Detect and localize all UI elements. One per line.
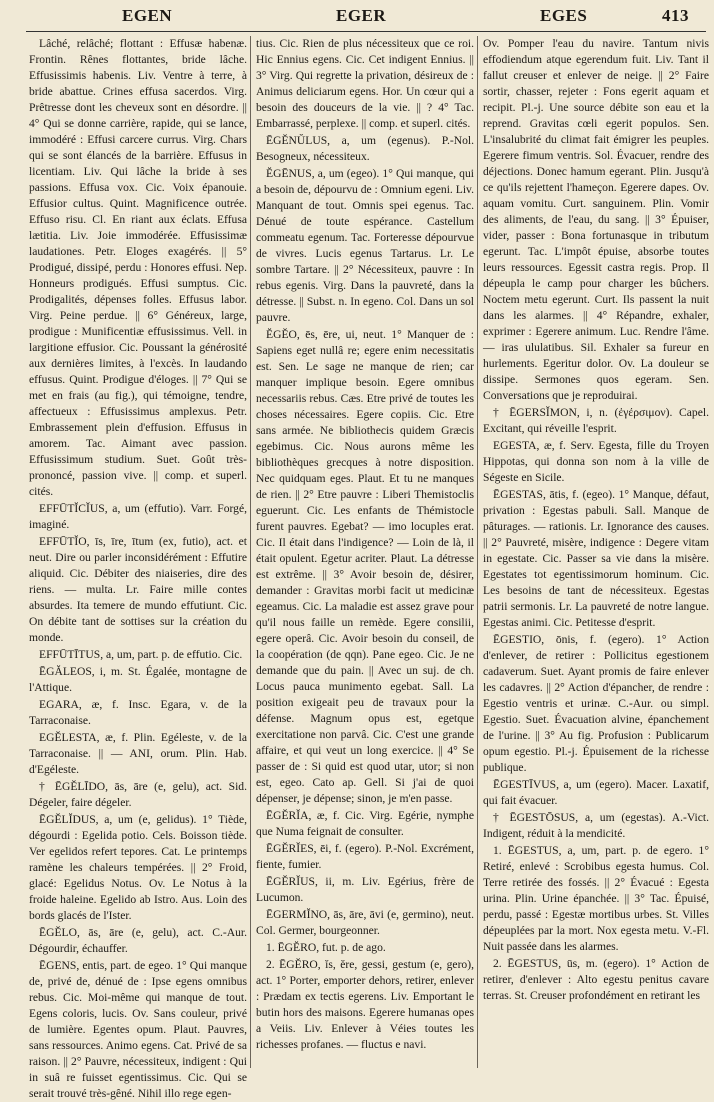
dictionary-entry: ĒGĔRĬUS, ii, m. Liv. Egérius, frère de Lucumon. — [256, 875, 474, 904]
dictionary-entry: ĒGĔNŬLUS, a, um (egenus). P.-Nol. Besogneux, nécessiteux. — [256, 134, 474, 163]
dictionary-entry: EGARA, æ, f. Insc. Egara, v. de la Tarraconaise. — [29, 698, 247, 727]
dictionary-entry: † ĒGESTŌSUS, a, um (egestas). A.-Vict. Indigent, réduit à la mendicité. — [483, 811, 709, 840]
column-right — [477, 36, 712, 1068]
dictionary-entry: 1. ĒGĔRO, fut. p. de ago. — [266, 941, 386, 954]
dictionary-entry: ĒGESTIO, ōnis, f. (egero). 1° Action d'enlever, de retirer : Pollicitus egestionem cadaverum. Suet. Ayant promis de faire enlever les cadavres. || 2° Action d'épancher, de rendre : Egestio ventris et urinæ. C.-Aur. ou simpl. Egestio. Suet. Évacuation alvine, épanchement de l'urine. || 3° Au fig. Profusion : Publicarum opum egestio. Pl.-j. Épuisement de la richesse publique. — [483, 633, 709, 774]
dictionary-entry: Ov. Pomper l'eau du navire. Tantum nivis effodiendum atque egerendum fuit. Liv. Tant il fallut creuser et enlever de neige. || 2° Faire sortir, chasser, rejeter : Fons egerit aquam et recipit. Pl.-j. Une source débite son eau et la reprend. Gravitas cœli egerit populos. Sen. L'insalubrité du climat fait émigrer les peuples. Egerere fimum ventris. Sol. Évacuer, rendre des déjections. Donec hamum egerant. Plin. Jusqu'à ce qu'ils rejettent l'hameçon. Egerere dapes. Ov. aquam vomitu. Curt. sanguinem. Plin. Vomir des aliments, de l'eau, du sang. || 3° Épuiser, vider, passer : Bona fortunasque in tributum egerunt. Tac. L'impôt épuise, absorbe toutes leurs ressources. Egessit castra regis. Prop. Il dépeupla le camp pour charger les bûchers. Noctem metu egerunt. Curt. Ils passent la nuit dans les alarmes. || 4° Répandre, exhaler, exprimer : Egerere animum. Luc. Rendre l'âme. — iras ululatibus. Sil. Exhaler sa fureur en hurlements. Egeritur dolor. Ov. La douleur se dissipe. Sermones quos egeram. Sen. Conversations que je reproduirai. — [483, 37, 709, 402]
right-guide-word: EGES — [540, 6, 588, 25]
dictionary-entry: 2. ĒGESTUS, ūs, m. (egero). 1° Action de retirer, d'enlever : Alto egestu penitus cavare terras. St. Creuser profondément en retirant les — [483, 957, 709, 1002]
dictionary-entry: ĔGĔO, ēs, ēre, ui, neut. 1° Manquer de : Sapiens eget nullâ re; egere enim necessitatis est. Sen. Le sage ne manque de rien; car manquer implique besoin. Egere omnibus necessariis rebus. Cæs. Etre privé de toutes les choses nécessaires. Egere copiis. Cic. Etre sans armée. Ne bibliothecis quidem Græcis egebimus. Cic. Nous aurons même les bibliothèques grecques à notre disposition. Nec quidquam eges. Plaut. Et tu ne manques de rien. || 2° Etre pauvre : Liberi Themistoclis eguerunt. Cic. Les enfants de Thémistocle furent pauvres. Egebat? — imo locuples erat. Cic. Il était dans l'indigence? — Loin de là, il était opulent. Egetur acriter. Plaut. La détresse est extrême. || 3° Avoir besoin de, désirer, demander : Gravitas morbi facit ut medicinæ egeamus. Cic. La maladie est assez grave pour qu'il nous faille un remède. Egere consilii, egere operâ. Cic. Avoir besoin du conseil, de la coopération (de qqn). Pane egeo. Cic. Je ne demande que du pain. || Avec un suj. de ch. Locus pauca munimento egebat. Sall. La position exigeait peu de travaux pour la défense. Magnum opus est, egetque exercitatione non parvâ. Cic. C'est une grande affaire, et qui veut un long exercice. || 4° Se passer de : Si quid est quod utar, utor; si non est, egeo. Cato ap. Gell. Si j'ai de quoi dépenser, je dépense; sinon, je m'en passe. — [256, 328, 474, 805]
dictionary-entry: EGĔLESTA, æ, f. Plin. Egéleste, v. de la Tarraconaise. || — ANI, orum. Plin. Hab. d'Egéleste. — [29, 731, 247, 776]
dictionary-entry: ĒGERMĬNO, ās, āre, āvi (e, germino), neut. Col. Germer, bourgeonner. — [256, 908, 474, 937]
dictionary-entry: Lâché, relâché; flottant : Effusæ habenæ. Frontin. Rênes flottantes, bride lâche. Effusissimis habenis. Liv. Ventre à terre, à bride abattue. Crines effusa sacerdos. Virg. Prêtresse dont les cheveux sont en désordre. || 4° Qui se donne carrière, rapide, qui se lance, immodéré : Effusi carcere currus. Virg. Chars qui se sont élancés de la barrière. Effusus in licentiam. Liv. Qui lâche la bride à ses passions. Effusa vox. Cic. Voix épanouie. Effusior cultus. Quint. Magnificence outrée. Effuso risu. Cl. En riant aux éclats. Effusa lætitia. Liv. Joie immodérée. Effusissimæ laudationes. Petr. Eloges exagérés. || 5° Prodigué, dissipé, perdu : Honores effusi. Nep. Honneurs prodigués. Effusi sumptus. Cic. Prodigalités, dépenses folles. Effusus labor. Virg. Peine perdue. || 6° Généreux, large, prodigue : Munificentiæ effusissimus. Vell. in largitione effusior. Cic. Poussant la générosité aux dernières limites, à l'excès. In laudando effusus. Quint. Prodigue d'éloges. || 7° Qui se met en frais (au fig.), qui témoigne, tendre, affectueux : Effusissimus amplexus. Petr. Embrassement plein d'effusion. Effusus in amorem. Tac. Aimant avec passion. Effusissimum studium. Suet. Goût très-prononcé, passion vive. || comp. et superl. cités. — [29, 37, 247, 498]
center-guide-word: EGER — [336, 6, 387, 25]
dictionary-entry: 1. ĒGESTUS, a, um, part. p. de egero. 1° Retiré, enlevé : Scrobibus egesta humus. Col. Terre retirée des fossés. || 2° Évacué : Egesta urina. Plin. Urine épanchée. || 3° Tac. Épuisé, perdu, passé : Egestæ mortibus urbes. St. Villes dépeuplées par la mort. Nox egesta metu. V.-Fl. Nuit passée dans les alarmes. — [483, 844, 709, 953]
dictionary-entry: EGESTA, æ, f. Serv. Egesta, fille du Troyen Hippotas, qui donna son nom à la ville de Ségeste en Sicile. — [483, 439, 709, 484]
dictionary-entry: ĒGĔRĬA, æ, f. Cic. Virg. Egérie, nymphe que Numa feignait de consulter. — [256, 809, 474, 838]
dictionary-entry: ĔGĒNUS, a, um (egeo). 1° Qui manque, qui a besoin de, dépourvu de : Omnium egeni. Liv. Manquant de tout. Omnis spei egenus. Tac. Dénué de toute espérance. Castellum commeatu egenum. Tac. Forteresse dépourvue de vivres. Lucis egenus Tartarus. Lr. Le sombre Tartare. || 2° Nécessiteux, pauvre : In rebus egenis. Virg. Dans la pauvreté, dans la détresse. || Subst. n. In egeno. Col. Dans un sol pauvre. — [256, 167, 474, 324]
dictionary-entry: ĒGENS, entis, part. de egeo. 1° Qui manque de, privé de, dénué de : Ipse egens omnibus rebus. Cic. Moi-même qui manque de tout. Egens coloris, lucis. Ov. Sans couleur, privé de lumière. Egentes opum. Plaut. Pauvres, sans ressources. Animo egens. Cat. Privé de sa raison. || 2° Pauvre, nécessiteux, indigent : Qui in suâ re fuisset egentissimus. Cic. Qui se serait trouvé très-gêné. Nihil illo rege egen- — [29, 959, 247, 1100]
header-rule — [26, 31, 706, 32]
dictionary-entry: ĒGESTAS, ātis, f. (egeo). 1° Manque, défaut, privation : Egestas pabuli. Sall. Manque de pâturages. — rationis. Lr. Ignorance des causes. || 2° Pauvreté, misère, indigence : Degere vitam in egestate. Cic. Passer sa vie dans la misère. Egestates tot egentissimorum hominum. Cic. Les besoins de tant de nécessiteux. Egestas patrii sermonis. Lr. La pauvreté de notre langue. Egestas animi. Cic. Petitesse d'esprit. — [483, 488, 709, 629]
dictionary-entry: ĒGĔRĬES, ēi, f. (egero). P.-Nol. Excrément, fiente, fumier. — [256, 842, 474, 871]
dictionary-entry: 2. ĒGĔRO, ĭs, ĕre, gessi, gestum (e, gero), act. 1° Porter, emporter dehors, retirer, enlever : Prædam ex tectis egerens. Liv. Emportant le butin hors des maisons. Egerere humanas opes a Veiis. Liv. Enlever à Véies toutes les richesses profanes. — fluctus e navi. — [256, 958, 474, 1051]
dictionary-entry: † ĒGĔLĪDO, ās, āre (e, gelu), act. Sid. Dégeler, faire dégeler. — [29, 780, 247, 809]
left-guide-word: EGEN — [122, 6, 173, 25]
dictionary-entry: † ĒGERSĬMON, i, n. (ἐγέρσιμον). Capel. Excitant, qui réveille l'esprit. — [483, 406, 709, 435]
column-middle — [250, 36, 477, 1068]
column-left — [26, 36, 250, 1100]
dictionary-entry: EFFŪTĬCĬUS, a, um (effutio). Varr. Forgé, imaginé. — [29, 502, 247, 531]
dictionary-entry: ĒGĂLEOS, i, m. St. Égalée, montagne de l'Attique. — [29, 665, 247, 694]
page-number: 413 — [662, 6, 689, 25]
dictionary-entry: ĒGĔLĬDUS, a, um (e, gelidus). 1° Tiède, dégourdi : Egelida potio. Cels. Boisson tiède. Ver egelidos refert tepores. Cat. Le printemps ramène les chaleurs tempérées. || 2° Froid, glacé: Egelidus Notus. Ov. Le Notus à la froide haleine. Egelido ab Istro. Aus. Loin des bords glacés de l'Ister. — [29, 813, 247, 922]
dictionary-entry: EFFŪTĪTUS, a, um, part. p. de effutio. Cic. — [39, 648, 243, 661]
text-columns — [26, 36, 712, 1100]
dictionary-entry: ĒGĔLO, ās, āre (e, gelu), act. C.-Aur. Dégourdir, échauffer. — [29, 926, 247, 955]
dictionary-entry: ĒGESTĪVUS, a, um (egero). Macer. Laxatif, qui fait évacuer. — [483, 778, 709, 807]
dictionary-entry: tius. Cic. Rien de plus nécessiteux que ce roi. Hic Ennius egens. Cic. Cet indigent Ennius. || 3° Virg. Qui regrette la privation, désireux de : Animus deliciarum egens. Hor. Un cœur qui a besoin des douceurs de la vie. || ? 4° Tac. Embarrassé, perplexe. || comp. et superl. cités. — [256, 37, 474, 130]
dictionary-entry: EFFŪTĬO, īs, īre, ītum (ex, futio), act. et neut. Dire ou parler inconsidérément : Effutire aliquid. Cic. Débiter des niaiseries, dire des riens. — multa. Lr. Faire mille contes absurdes. Ita temere de mundo effutiunt. Cic. On débite tant de sottises sur la création du monde. — [29, 535, 247, 644]
